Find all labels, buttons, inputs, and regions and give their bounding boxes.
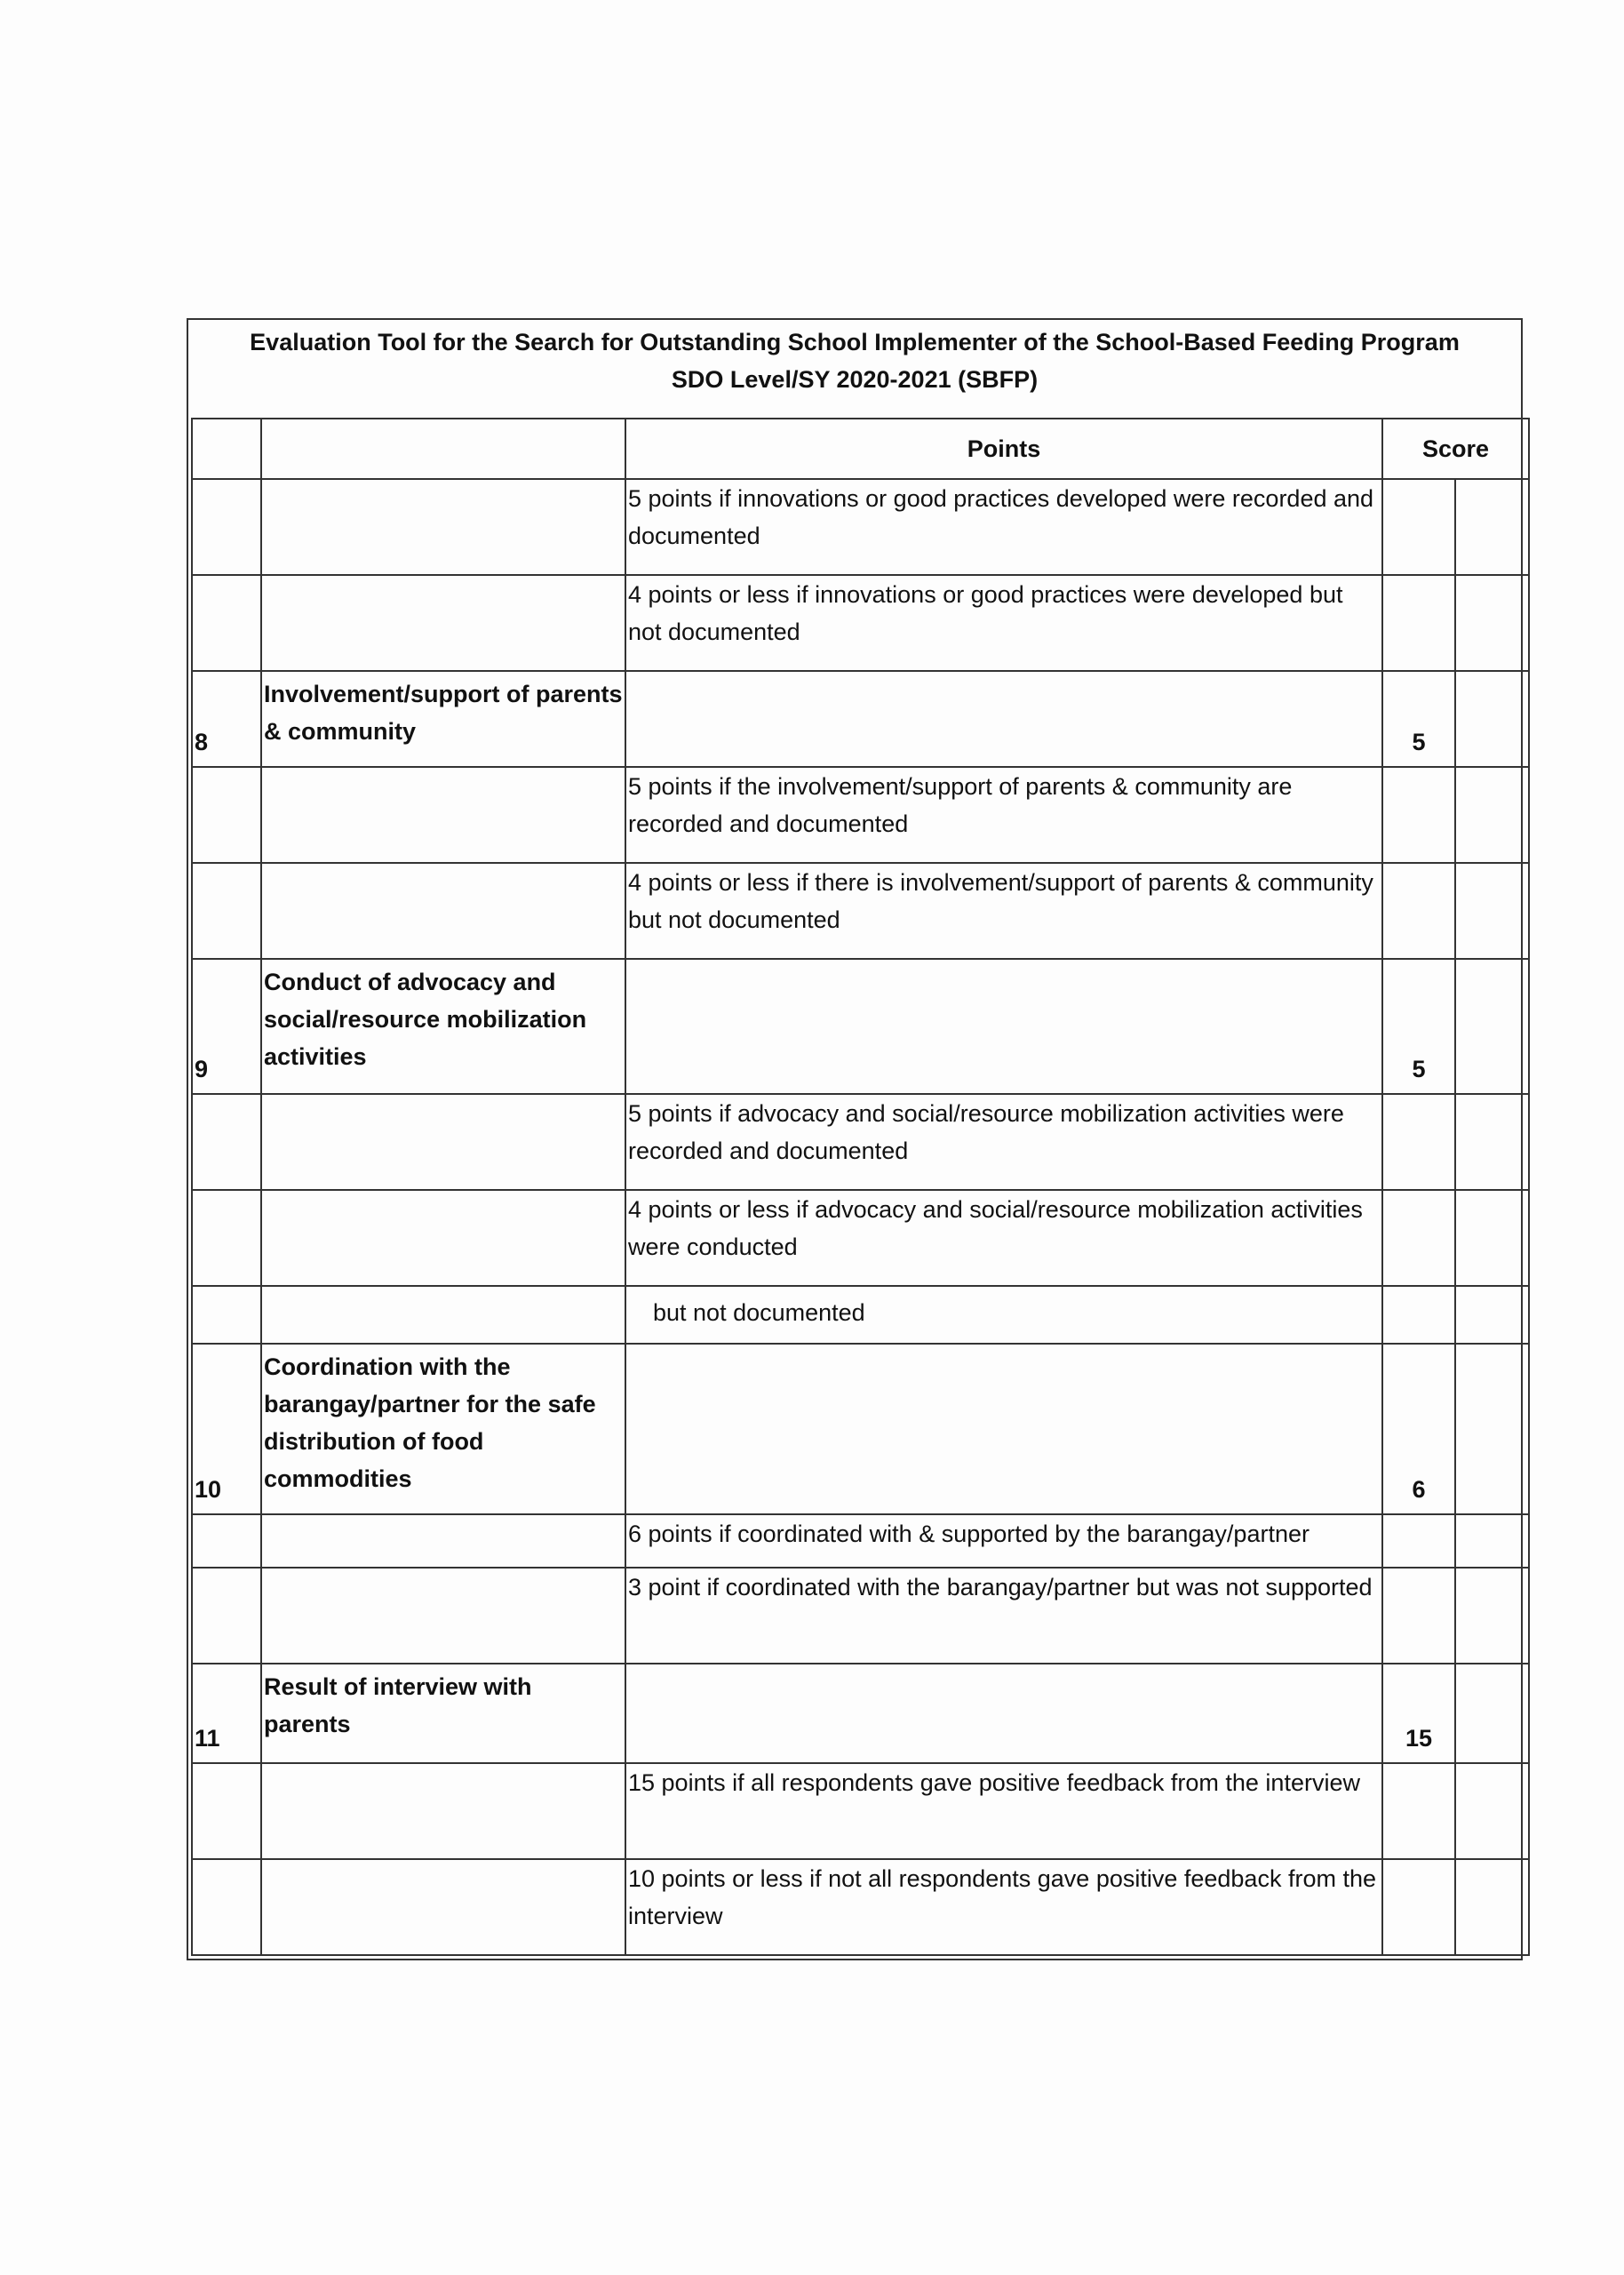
criterion-label: Conduct of advocacy and social/resource mobilization activities xyxy=(261,959,625,1094)
points-description: 15 points if all respondents gave positive feedback from the interview xyxy=(625,1763,1382,1859)
score-cell xyxy=(1455,863,1529,959)
score-cell xyxy=(1455,671,1529,767)
header-score: Score xyxy=(1382,419,1529,479)
title-line-1: Evaluation Tool for the Search for Outstanding School Implementer of the School-Based Feeding Program xyxy=(250,329,1460,355)
header-cell-num xyxy=(192,419,261,479)
points-description: 6 points if coordinated with & supported by the barangay/partner xyxy=(625,1514,1382,1568)
score-cell xyxy=(1455,1190,1529,1286)
title-line-2: SDO Level/SY 2020-2021 (SBFP) xyxy=(671,366,1039,393)
criterion-row xyxy=(192,671,1529,767)
criterion-number: 8 xyxy=(192,671,261,767)
header-cell-criterion xyxy=(261,419,625,479)
table-header-row xyxy=(192,419,1529,479)
score-cell xyxy=(1455,1763,1529,1859)
score-cell xyxy=(1455,1094,1529,1190)
evaluation-table xyxy=(191,418,1530,1956)
criterion-number: 10 xyxy=(192,1344,261,1514)
criterion-points: 5 xyxy=(1382,959,1455,1094)
points-description: 4 points or less if advocacy and social/resource mobilization activities were conducted xyxy=(625,1190,1382,1286)
criterion-points: 6 xyxy=(1382,1344,1455,1514)
table-row xyxy=(192,1190,1529,1286)
table-row xyxy=(192,767,1529,863)
score-cell xyxy=(1455,1286,1529,1344)
score-cell xyxy=(1455,1344,1529,1514)
score-cell xyxy=(1455,1514,1529,1568)
score-cell xyxy=(1455,767,1529,863)
table-row xyxy=(192,1286,1529,1344)
score-cell xyxy=(1455,959,1529,1094)
points-description: 4 points or less if there is involvement/support of parents & community but not documented xyxy=(625,863,1382,959)
points-description: 4 points or less if innovations or good practices were developed but not documented xyxy=(625,575,1382,671)
criterion-number: 9 xyxy=(192,959,261,1094)
criterion-label: Result of interview with parents xyxy=(261,1664,625,1763)
points-description: 5 points if advocacy and social/resource mobilization activities were recorded and documented xyxy=(625,1094,1382,1190)
table-row xyxy=(192,863,1529,959)
points-description: but not documented xyxy=(625,1286,1382,1344)
criterion-label: Coordination with the barangay/partner for the safe distribution of food commodities xyxy=(261,1344,625,1514)
score-cell xyxy=(1455,1568,1529,1664)
criterion-row xyxy=(192,1344,1529,1514)
table-row xyxy=(192,1859,1529,1955)
score-cell xyxy=(1455,1859,1529,1955)
criterion-points: 15 xyxy=(1382,1664,1455,1763)
points-description: 3 point if coordinated with the barangay/partner but was not supported xyxy=(625,1568,1382,1664)
table-row xyxy=(192,1514,1529,1568)
points-description: 5 points if the involvement/support of parents & community are recorded and documented xyxy=(625,767,1382,863)
score-cell xyxy=(1455,479,1529,575)
score-cell xyxy=(1455,1664,1529,1763)
criterion-row xyxy=(192,959,1529,1094)
table-row xyxy=(192,479,1529,575)
score-cell xyxy=(1455,575,1529,671)
table-row xyxy=(192,1094,1529,1190)
criterion-label: Involvement/support of parents & community xyxy=(261,671,625,767)
points-description: 10 points or less if not all respondents gave positive feedback from the interview xyxy=(625,1859,1382,1955)
table-row xyxy=(192,575,1529,671)
header-points: Points xyxy=(625,419,1382,479)
criterion-points: 5 xyxy=(1382,671,1455,767)
table-row xyxy=(192,1763,1529,1859)
criterion-number: 11 xyxy=(192,1664,261,1763)
criterion-row xyxy=(192,1664,1529,1763)
document-title xyxy=(188,320,1521,418)
points-description: 5 points if innovations or good practices developed were recorded and documented xyxy=(625,479,1382,575)
table-row xyxy=(192,1568,1529,1664)
